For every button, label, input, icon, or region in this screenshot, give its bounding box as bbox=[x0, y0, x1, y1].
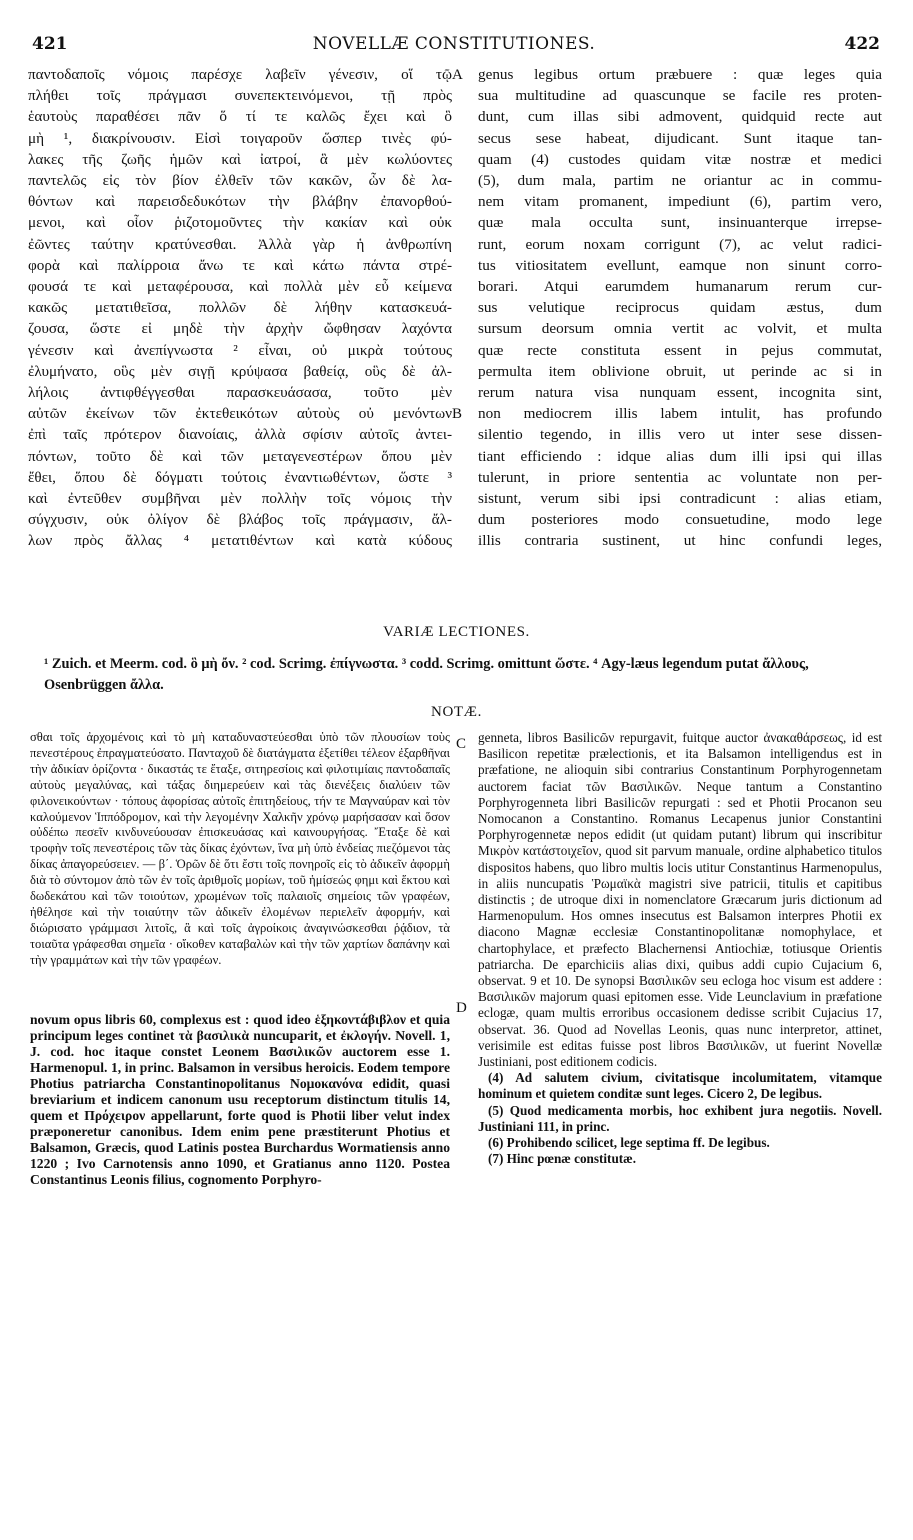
text-line: ἐῶντες ταύτην κρατύνεσθαι. Ἀλλὰ γὰρ ἡ ἀνθρωπίνη bbox=[28, 235, 452, 253]
text-line: μενοι, καὶ οἷον ῥιζοτομοῦντες τὴν κακίαν καὶ οὐκ bbox=[28, 214, 452, 232]
text-line: silentio tegendo, in illis vero ut inter sese dissen- bbox=[478, 426, 882, 444]
margin-marker-c: C bbox=[456, 736, 467, 752]
text-line: ἑαυτοὺς παραθέσει πᾶν ὅ τί τε καλῶς ἔχει καὶ ὃ bbox=[28, 108, 452, 126]
text-line: rerum natura visa nunquam essent, incognita sint, bbox=[478, 384, 882, 402]
text-line: nem vitam promanent, impediunt (6), partim vero, bbox=[478, 193, 882, 211]
note-4: (4) Ad salutem civium, civitatisque incolumitatem, vitamque hominum et quietem conditæ sunt leges. Cicero 2, De legibus. bbox=[478, 1070, 882, 1102]
text-line: quam (4) custodes quidam vitæ nostræ et medici bbox=[478, 150, 882, 168]
text-line: λακες τῆς ζωῆς ἡμῶν καὶ ἰατροί, ἃ μὲν κωλύοντες bbox=[28, 150, 452, 168]
margin-marker-d: D bbox=[456, 1000, 467, 1016]
text-line: quæ recte constituta essent in pejus commutat, bbox=[478, 341, 882, 359]
notes-left-latin: novum opus libris 60, complexus est : quod ideo ἑξηκοντάβιβλον et quia principum leges continet τὰ βασιλικὰ nuncuparit, et ἐκλογήν. Novell. 1, J. cod. hoc itaque constet Leonem Βασιλικῶν auctorem esse 1. Harmenopul. 1, in princ. Balsamon in versibus heroicis. Eodem tempore Photius patriarcha Constantinopolitanus Νομοκανόνα edidit, quasi breviarium et indicem canonum usu receptorum distinctum titulis 14, quem et Πρόχειρον appellarunt, forte quod is Photii liber velut index præponeretur canonibus. Idem enim pene præstiterunt Photius et Balsamon, Græcis, quod Latinis postea Burchardus Wormatiensis anno 1220 ; Ivo Carnotensis anno 1090, et Gratianus anno 1120. Postea Constantinus Leonis filius, cognomento Porphyro- bbox=[30, 1012, 450, 1187]
text-line: ζουσα, ὥστε εἰ μηδὲ τὴν ἀρχὴν ὤφθησαν λαχόντα bbox=[28, 320, 452, 338]
variae-lectiones-text: ¹ Zuich. et Meerm. cod. ὃ μὴ ὄν. ² cod. Scrimg. ἐπίγνωστα. ³ codd. Scrimg. omittunt ὥστε. ⁴ Agy-læus legendum putat ἄλλους, Osenbrüggen ἄλλα. bbox=[44, 656, 809, 693]
text-line: λων πρὸς ἄλλας ⁴ μετατιθέντων καὶ κατὰ κύδους bbox=[28, 532, 452, 550]
text-line: runt, eorum noxam corrigunt (7), ac velut radici- bbox=[478, 235, 882, 253]
text-line: παντοδαποῖς νόμοις παρέσχε λαβεῖν γένεσιν, οἵ τῷ bbox=[28, 66, 452, 83]
text-line: sus velutique reciprocus quidam æstus, dum bbox=[478, 299, 882, 317]
text-line: tulerunt, in priore sententia ac voluntate non per- bbox=[478, 468, 882, 486]
text-line: illis contraria sustinent, ut hinc confundi leges, bbox=[478, 532, 882, 550]
running-title: NOVELLÆ CONSTITUTIONES. bbox=[312, 34, 596, 54]
text-line: σύγχυσιν, οὐκ ὀλίγον δὲ βλάβος τοῖς πράγμασιν, ἄλ- bbox=[28, 511, 452, 529]
text-line: tus vitiositatem evellunt, eamque non sinunt corro- bbox=[478, 256, 882, 274]
margin-marker-a: A bbox=[452, 67, 463, 83]
text-line: γένεσιν καὶ ἀνεπίγνωστα ² εἶναι, οὐ μικρὰ τούτους bbox=[28, 341, 452, 359]
text-line: ἔθει, ὅπου δὲ δόγματι τούτοις ἐναντιωθέντων, ὥστε ³ bbox=[28, 468, 452, 486]
text-line: αὐτῶν ἐκείνων τῶν ἐκτεθεικότων αὐτοὺς οὐ μενόντων bbox=[28, 405, 452, 423]
note-5: (5) Quod medicamenta morbis, hoc exhibent jura negotiis. Novell. Justiniani 111, in princ. bbox=[478, 1102, 882, 1134]
text-line: secus sese habeat, dijudicant. Sunt itaque tan- bbox=[478, 129, 882, 147]
text-line: μὴ ¹, διακρίνουσιν. Εἰσὶ τοιγαροῦν ὥσπερ τινὲς φύ- bbox=[28, 129, 452, 147]
text-line: borari. Atqui earumdem humanarum rerum cur- bbox=[478, 278, 882, 296]
text-line: dunt, cum illas sibi admovent, quidquid recte aut bbox=[478, 108, 882, 126]
text-line: sua multitudine ad quascunque se facile res proten- bbox=[478, 87, 882, 105]
page-number-left: 421 bbox=[32, 34, 68, 54]
page-header bbox=[28, 34, 880, 56]
text-line: non mediocrem illis labem intulit, has profundo bbox=[478, 405, 882, 423]
text-line: quæ mala occulta sunt, insinuanterque irrepse- bbox=[478, 214, 882, 232]
latin-text-column bbox=[478, 64, 882, 606]
note-6: (6) Prohibendo scilicet, lege septima ff. De legibus. bbox=[488, 1135, 770, 1151]
text-line: (5), dum mala, partim ne oriantur ac in commu- bbox=[478, 172, 882, 190]
text-line: πλήθει τοῖς πράγμασι συνεπεκτεινόμενοι, τῇ πρὸς bbox=[28, 87, 452, 105]
text-line: κακῶς μετατιθεῖσα, πολλῶν δὲ λήθην κατασκευά- bbox=[28, 299, 452, 317]
text-line: sursum deorsum omnia vertit ac volvit, et multa bbox=[478, 320, 882, 338]
notae-heading: NOTÆ. bbox=[431, 704, 482, 720]
note-7: (7) Hinc pœnæ constitutæ. bbox=[488, 1151, 636, 1167]
margin-marker-b: B bbox=[452, 406, 463, 422]
text-line: φορὰ καὶ παλίρροια ἄνω τε καὶ κάτω πάντα στρέ- bbox=[28, 256, 452, 274]
text-line: καὶ ἐντεῦθεν συμβῆναι μὲν πολλὴν τοῖς νόμοις τὴν bbox=[28, 490, 452, 508]
text-line: ἐλυμήνατο, οὓς μὲν σιγῇ κρύψασα βαθείᾳ, οὓς δὲ ἀλ- bbox=[28, 362, 452, 380]
text-line: tiant efficiendo : idque alias dum illi ipsi qui illas bbox=[478, 447, 882, 465]
text-line: permulta item oblivione obruit, ut perinde ac si in bbox=[478, 362, 882, 380]
text-line: θόντων καὶ παρεισδεδυκότων τὴν βλάβην ἐπανορθού- bbox=[28, 193, 452, 211]
text-line: φουσά τε καὶ μεταφέρουσα, καὶ πολλὰ μὲν εὖ κείμενα bbox=[28, 278, 452, 296]
text-line: πόντων, τοῦτο δὲ καὶ τῶν μεταγενεστέρων ὅπου μὲν bbox=[28, 447, 452, 465]
notes-left-greek: σθαι τοῖς ἀρχομένοις καὶ τὸ μὴ καταδυναστεύεσθαι ὑπὸ τῶν πλουσίων τοὺς πενεστέρους ἐπραγματεύσατο. Πανταχοῦ δὲ διατάγματα ἐξετίθει τέλεον ἐξαρθῆναι τὴν ἀδικίαν ὁρίζοντα · δικαστάς τε ἔταξε, σιτηρεσίοις καὶ φιλοτιμίαις παντοδαπαῖς αὐτοὺς μεγαλύνας, καὶ τάξας διημερεύειν καὶ τὰς διενέξεις διαλύειν τῶν φιλονεικούντων · τόπους ἀφορίσας αὐτοῖς ἐπιτηδείους, τήν τε Μαγναύραν καὶ τὸν καλούμενον Ἱππόδρομον, καὶ τὴν λεγομένην Χαλκῆν χρόνῳ μαρήσασαν καὶ ὅσον οὐδέπω πεσεῖν κινδυνεύουσαν ἐπισκευάσας καὶ καινουργήσας. Ἔταξε δὲ καὶ τροφὴν τοῖς πενεστέροις τῶν τὰς δίκας ἐχόντων, ἵνα μὴ ὑπὸ ἐνδείας πιεζόμενοι τὰς δίκας ἀπαγορεύσειεν. — β΄. Ὁρῶν δὲ ὅτι ἔστι τοῖς πονηροῖς εἰς τὸ ἀδικεῖν ἀφορμὴ διὰ τὸ σύντομον ἀπὸ τῶν ἐν τοῖς ἀριθμοῖς μορίων, τοῦ ἡμίσεώς φημι καὶ ἕκτου καὶ δωδεκάτου καὶ τῶν τοιούτων, χρωμένων τοῖς παλαιοῖς σημείοις τῶν γραφέων, ἠθέλησε καὶ τὴν τοιαύτην τῶν ἀδικεῖν ἐλομένων περιελεῖν ἀφορμήν, καὶ διώρισατο γράμμασι λιτοῖς, ἃ καὶ τοῖς ἀγροίκοις ἀναγινώσκεσθαι ῥᾴδιον, τὰ τοιαῦτα γράφεσθαι σημεῖα · οἴκοθεν καταβαλὼν καὶ τὴν τῶν χαρτίων δαπάνην καὶ τὴν γραμμάτων καὶ τὴν τῶν γραφέων. bbox=[30, 730, 450, 967]
text-line: genus legibus ortum præbuere : quæ leges quia bbox=[478, 66, 882, 83]
page-number-right: 422 bbox=[844, 34, 880, 54]
text-line: dum posteriores modo consuetudine, modo lege bbox=[478, 511, 882, 529]
note-continuation: genneta, libros Basilicῶν repurgavit, fuitque auctor ἀνακαθάρσεως, id est Basilicon repetitæ prælectionis, et ita Balsamon intelligendus est in præfatione, ne alioquin sibi contrarius Constantinum Porphyrogennetam auctorem faciat τῶν Βασιλικῶν. Neque tantum a Constantino Porphyrogenneta libri Basilicῶν repurgati : sed et Photii Procanon seu Nomocanon a Constantino. Romanus Lecapenus junior Constantini Porphyrogennetæ nepos edidit (ut quidam putant) librum qui inscribitur Μικρὸν κατάστοιχεῖον, quod sit parvum manuale, ordine alphabetico titulos dispositos habens, quo libro multis locis utitur Constantinus Harmenopulus, in aliis nuncupatis Ῥωμαϊκὰ magistri sive patricii, titulis et capitibus distinctis ; de utroque dixi in nomenclatore Græcarum juris dictionum ad Harmenopulum. Hos omnes insecutus est Balsamon interpres Photii ex diacono Magnæ ecclesiæ Constantinopolitanæ nomophylace, et chartophylace, et præfecto Blachernensi Antiochiæ, totiusque Orientis patriarcha. De eparchiciis alias dixi, quibus addi cupio Cujacium 6, observat. 9 et 10. De synopsi Βασιλικῶν seu ecloga hoc visum est addere : Βασιλικῶν majorum quasi epitomen esse. Vide Leunclavium in præfatione eclogæ, quam multis erroribus occasionem dedisse scribit Cujacius 17, observat. 36. Quod ad Novellas Leonis, quas nunc interpretor, attinet, verisimile est editas fuisse post libros Βασιλικῶν, ut fuerint Novellæ Justiniani, post editionem codicis. bbox=[478, 730, 882, 1070]
notes-right-column bbox=[478, 730, 882, 1167]
text-line: ἐπὶ ταῖς πρότερον διανοίαις, ἀλλὰ σφίσιν αὐτοῖς ἀντει- bbox=[28, 426, 452, 444]
greek-text-column bbox=[28, 64, 452, 606]
variae-lectiones-heading: VARIÆ LECTIONES. bbox=[383, 624, 530, 640]
text-line: sistunt, verum sibi ipsi contradicunt : alias etiam, bbox=[478, 490, 882, 508]
text-line: παντελῶς εἰς τὸν βίον ἐλθεῖν τῶν κακῶν, ὧν δὲ λα- bbox=[28, 172, 452, 190]
text-line: λήλοις ἀντιφθέγγεσθαι παρασκευάσασα, τοῦτο μὲν bbox=[28, 384, 452, 402]
